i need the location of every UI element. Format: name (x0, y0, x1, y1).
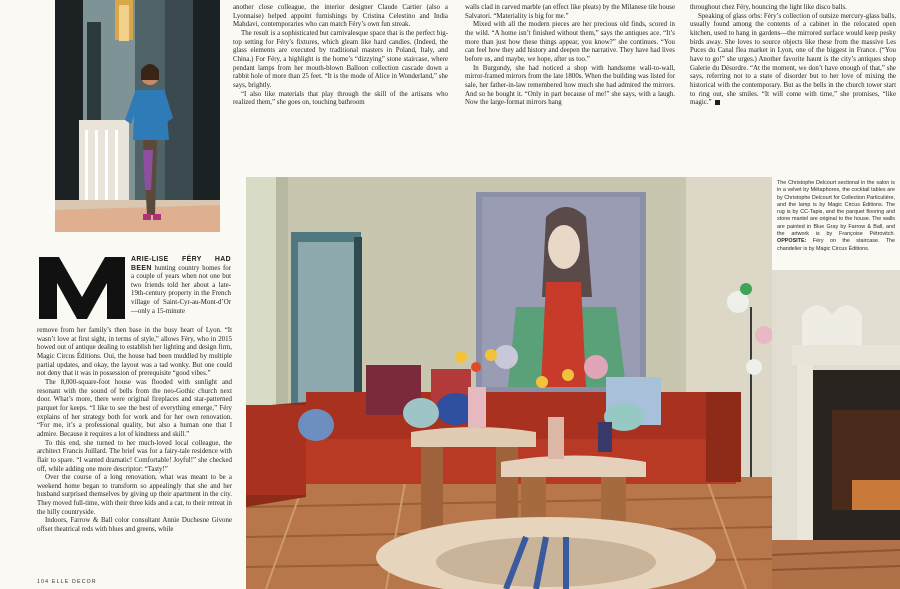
page-number: 104 (37, 579, 50, 585)
paragraph: remove from her family’s then base in the busy heart of Lyon. “It wasn’t love at first sight, in terms of style,” allows Féry, who in 2015 bowed out of antique dealing to establish her lighting and design firm, Magic Circus Éditions. Oui, the house had been muddled by multiple partial updates, and okay, the layout was a tad wonky. But one could not deny that it was in possession of prerequisite “good vibes.” (37, 327, 232, 378)
paragraph (690, 13, 896, 108)
caption-text: The Christophe Delcourt sectional in the salon is in a velvet by Métaphores, the cocktail tables are by Christophe Delcourt for Collection Particulière, and the lamp is by Magic Circus Éditions. The rug is by CC-Tapis, and the parquet flooring and stone mantel are original to the house. The walls are painted in Blue Gray by Farrow & Ball, and the artwork is by Françoise Pétrovitch. (777, 180, 895, 238)
paragraph: throughout chez Féry, bouncing the light like disco balls. (690, 4, 847, 11)
text-column-1 (37, 327, 232, 535)
fireplace-photo (772, 270, 900, 589)
text-column-4 (690, 4, 896, 108)
paragraph: Over the course of a long renovation, what was meant to be a weekend home began to transform so appealingly that she and her husband surprised themselves by giving up their apartment in the city. They moved full-time, with their three kids and a cat, to their retreat in the hilly countryside. (37, 474, 232, 516)
paragraph: “I also like materials that play through the skill of the artisans who realized them,” she goes on, touching bathroom (233, 90, 448, 107)
portrait-photo (55, 0, 220, 232)
paragraph-text: Speaking of glass orbs: Féry’s collection of outsize mercury-glass balls, usually found among the contents of a cabinet in the relocated open kitchen, used to hang in gardens—the mirrored surface would keep pesky birds away. She loves to source objects like these from the massive Les Puces du Canal flea market in Lyon, one of the biggest in France. (“You have to go!” she urges.) Another favorite haunt is the city’s antiques shop Galerie du Désordre. “At the moment, we don’t have enough of that,” she says, referring not to a state of disorder but to her love of mixing the historical with the contemporary. But as the bells in the church tower start to ring out, she smiles. “It will come with time,” she promises, “like magic.” (690, 12, 896, 107)
salon-photo (246, 177, 772, 589)
paragraph: Mixed with all the modern pieces are her precious old finds, scored in the wild. “A home isn’t finished without them,” says the antiques ace. “It’s more than just how these things appear, you know?” she continues. “You can feel how they add history and deepen the narrative. They have had lives before us, and maybe, we hope, after us too.” (465, 21, 675, 63)
caption-opposite-text: Féry on the staircase. The chandelier is by Magic Circus Éditions. (777, 238, 895, 252)
text-column-3 (465, 4, 675, 108)
end-mark-icon (715, 100, 720, 105)
paragraph: In Burgundy, she had noticed a shop with handsome wall-to-wall, mirror-framed mirrors from the late 1800s. When the building was listed for sale, her father-in-law remembered how much she had admired the mirrors. And so he bought it. “Only in part because of me!” she says, with a laugh. Now the large-format mirrors hang (465, 64, 675, 107)
paragraph: walls clad in carved marble (an effect like pleats) by the Milanese tile house Salvatori. “Materiality is big for me.” (465, 4, 675, 20)
magazine-name: ELLE DECOR (51, 579, 97, 585)
lead-text: hunting country homes for a couple of years when not one but two friends told her about a late-19th-century property in the French village of Saint-Cyr-au-Mont-d’Or—only a 15-minute (131, 264, 231, 315)
paragraph: To this end, she turned to her much-loved local colleague, the architect Francis Juillard. The brief was for a fairy-tale residence with flair to spare. “I wanted dramatic! Comfortable! Joyful!” she checked off, while adding one more descriptor: “Tasty!” (37, 439, 232, 473)
paragraph: The 8,000-square-foot house was flooded with sunlight and resonant with the sound of bells from the neo-Gothic church next door. What’s more, there were original fireplaces and star-patterned parquet for keeps. “I like to see the best of everything emerge,” Féry explains of her strategy both for work and for her own renovation. “For me, it’s a professional quality, but also a human one that I admire. Because it requires a lot of kindness and skill.” (37, 378, 232, 438)
folio (37, 579, 97, 585)
dropcap (37, 257, 127, 319)
text-column-2 (233, 4, 448, 108)
paragraph: The result is a sophisticated but carnivalesque space that is the perfect big-top setting for Féry’s fixtures, which gleam like hard candies. (Indeed, the glass elements are executed by traditional masters in Poland, Italy, and China.) For Féry, a highlight is the home’s “dizzying” stone staircase, where pendant lamps from her mouth-blown Balloon collection cascade down a rabbit hole of more than 25 feet. “It is the mode of Alice in Wonderland,” she says, brightly. (233, 29, 448, 89)
paragraph: Indoors, Farrow & Ball color consultant Annie Duchesne Givone offset theatrical reds with blues and greens, while (37, 517, 232, 534)
lead-start: ARIE-LISE FÉRY HAD BEEN (131, 256, 231, 272)
caption-opposite-label: OPPOSITE: (777, 238, 807, 245)
photo-caption (777, 180, 895, 253)
lead-paragraph (131, 256, 231, 316)
paragraph: another close colleague, the interior designer Claude Cartier (also a Lyonnaise) helped appoint furnishings by Cristina Celestino and India Mahdavi, contemporaries who can match Féry’s own fun streak. (233, 4, 448, 29)
